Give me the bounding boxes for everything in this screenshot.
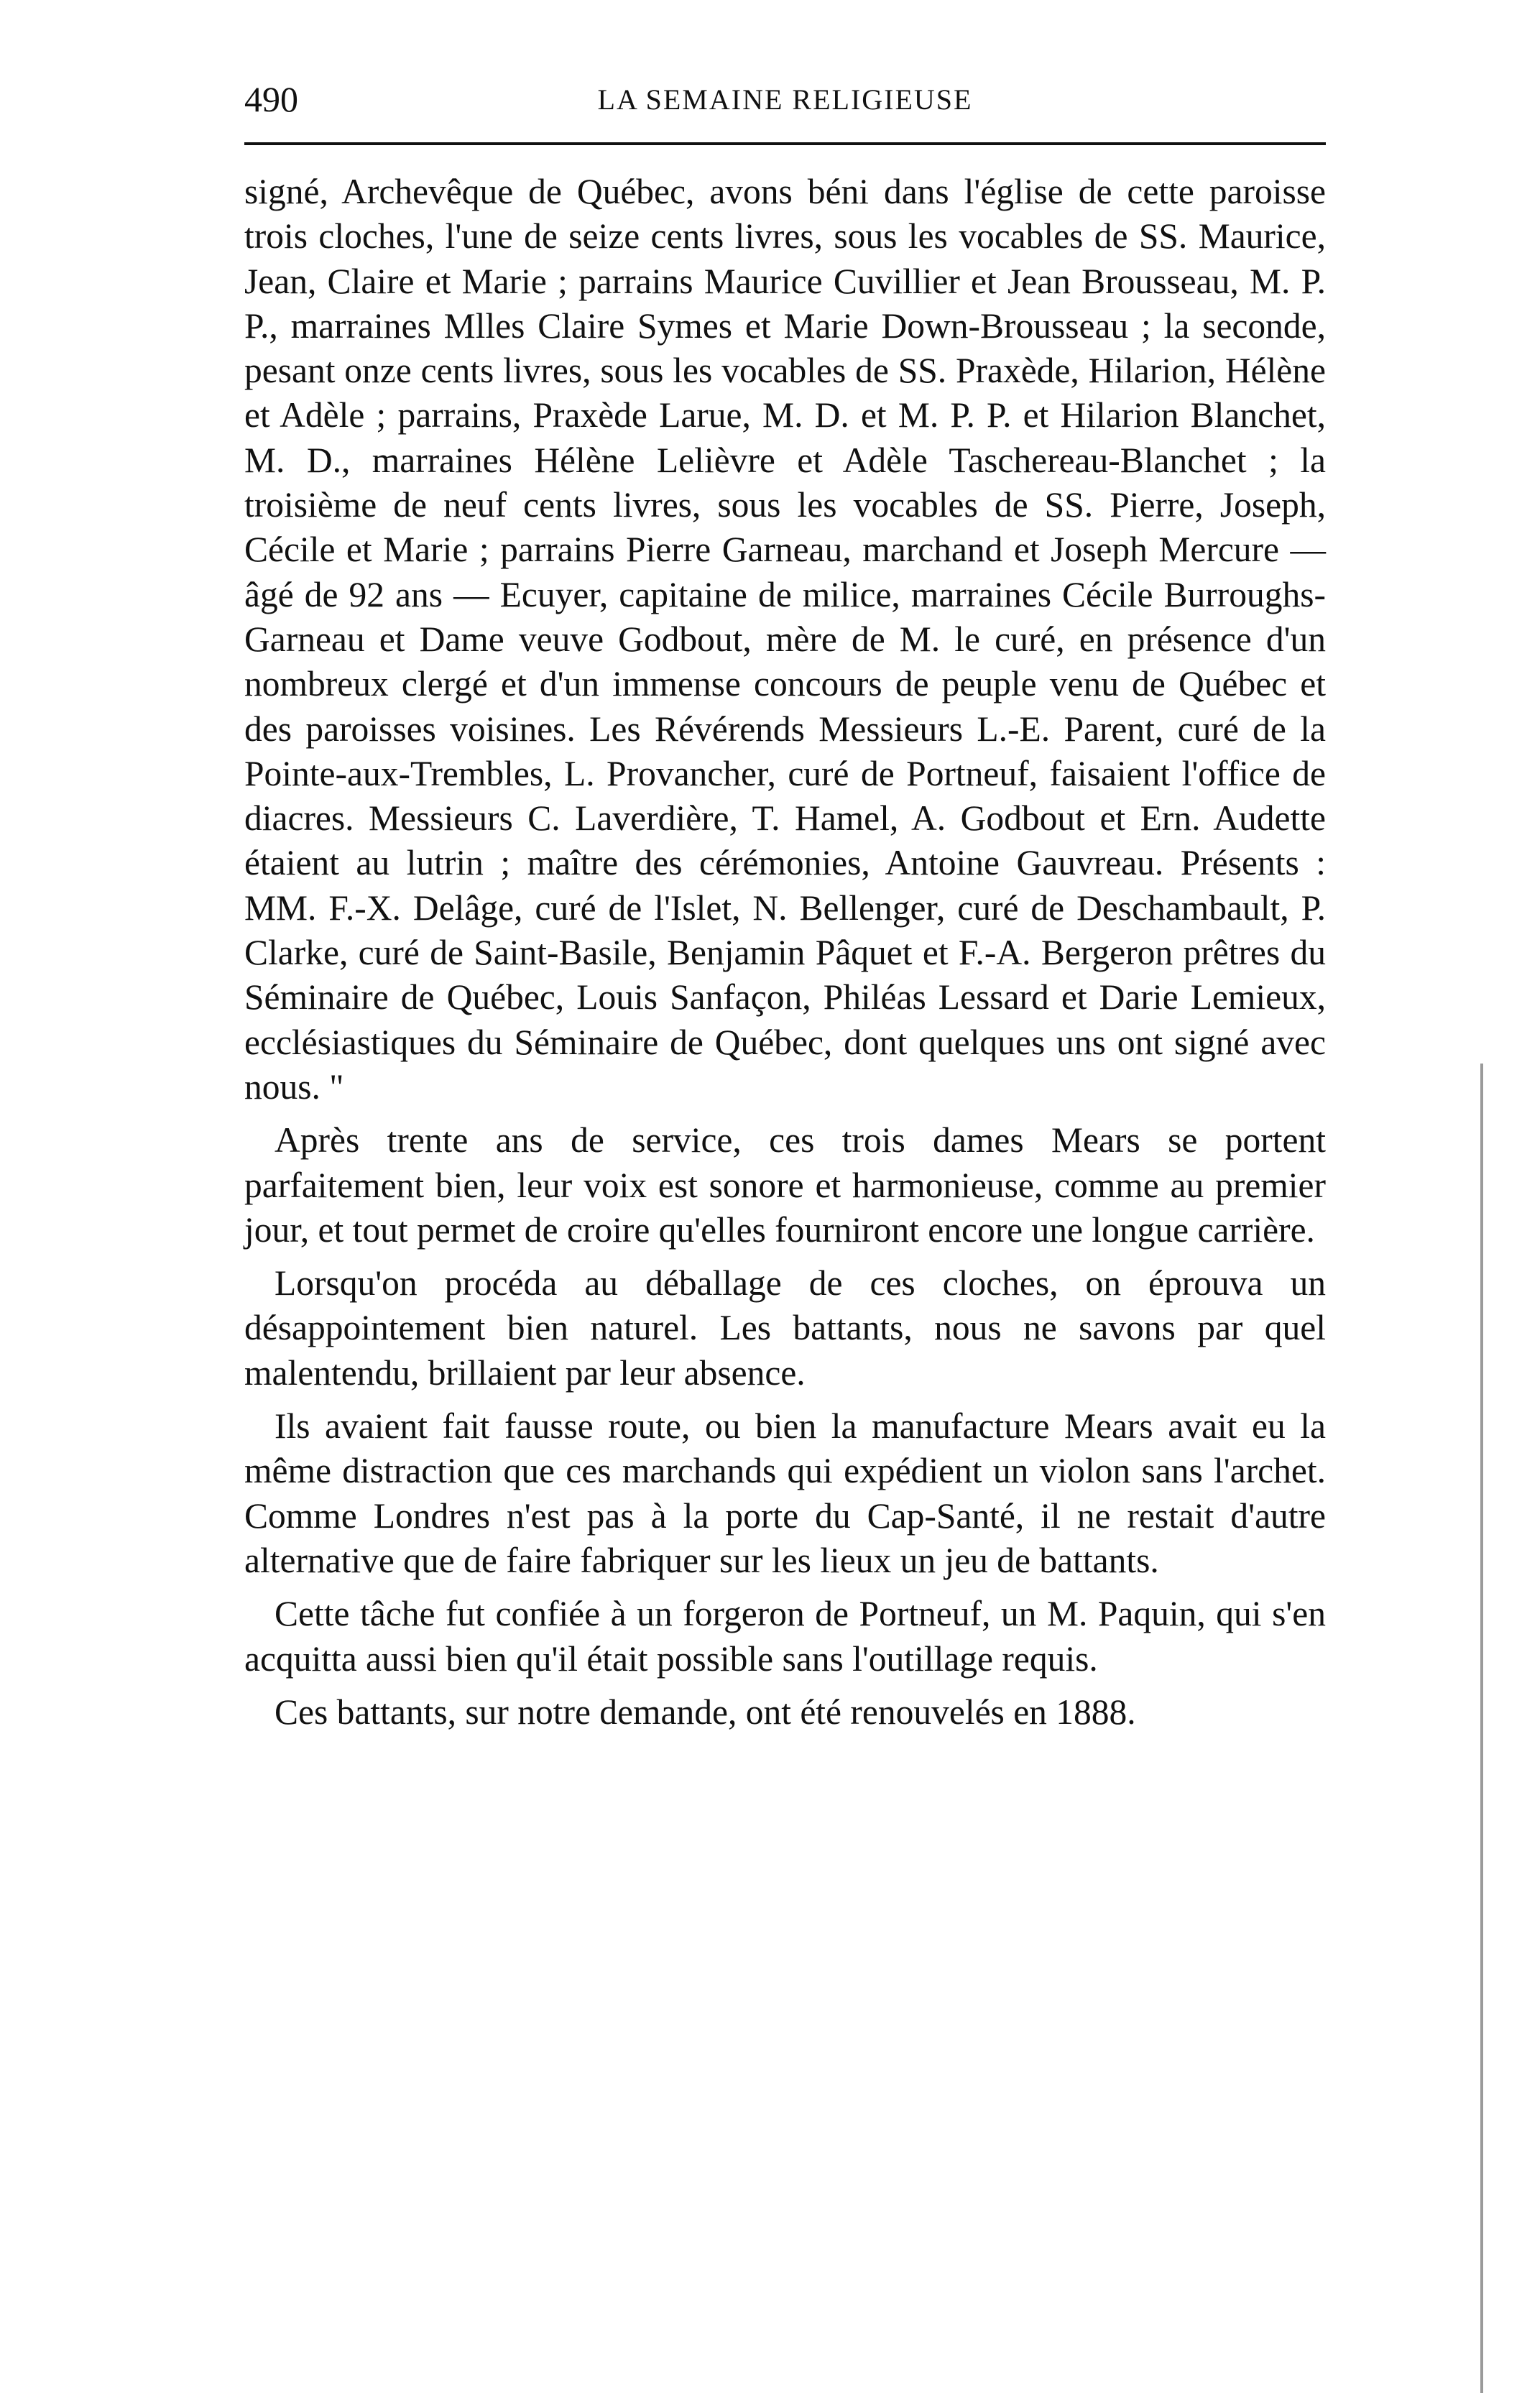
running-title: LA SEMAINE RELIGIEUSE <box>597 83 973 116</box>
running-head <box>244 78 1326 128</box>
paragraph-missing-clappers: Ils avaient fait fausse route, ou bien la manufacture Mears avait eu la même distraction que ces marchands qui expédient un violon sans l'archet. Comme Londres n'est pas à la porte du Cap-Santé, il ne restait d'autre alternative que de faire fabriquer sur les lieux un jeu de battants. <box>244 1406 1326 1580</box>
paragraph-bells-condition: Après trente ans de service, ces trois dames Mears se portent parfaitement bien, leur voix est sonore et harmonieuse, comme au premier jour, et tout permet de croire qu'elles fourniront encore une longue carrière. <box>244 1120 1326 1250</box>
paragraph-continued-deed: signé, Archevêque de Québec, avons béni dans l'église de cette paroisse trois cloches, l'une de seize cents livres, sous les vocables de SS. Maurice, Jean, Claire et Marie ; parrains Maurice Cuvillier et Jean Brousseau, M. P. P., marraines Mlles Claire Symes et Marie Down-Brousseau ; la seconde, pesant onze cents livres, sous les vocables de SS. Praxède, Hilarion, Hélène et Adèle ; parrains, Praxède Larue, M. D. et M. P. P. et Hilarion Blanchet, M. D., marraines Hélène Lelièvre et Adèle Taschereau-Blanchet ; la troisième de neuf cents livres, sous les vocables de SS. Pierre, Joseph, Cécile et Marie ; parrains Pierre Garneau, marchand et Joseph Mercure — âgé de 92 ans — Ecuyer, capitaine de milice, marraines Cécile Burroughs-Garneau et Dame veuve Godbout, mère de M. le curé, en présence d'un nombreux clergé et d'un immense concours de peuple venu de Québec et des paroisses voisines. Les Révérends Messieurs L.-E. Parent, curé de la Pointe-aux-Trembles, L. Provancher, curé de Portneuf, faisaient l'office de diacres. Messieurs C. Laverdière, T. Hamel, A. Godbout et Ern. Audette étaient au lutrin ; maître des cérémonies, Antoine Gauvreau. Présents : MM. F.-X. Delâge, curé de l'Islet, N. Bellenger, curé de Deschambault, P. Clarke, curé de Saint-Basile, Benjamin Pâquet et F.-A. Bergeron prêtres du Séminaire de Québec, Louis Sanfaçon, Philéas Lessard et Darie Lemieux, ecclésiastiques du Séminaire de Québec, dont quelques uns ont signé avec nous. " <box>244 172 1326 1107</box>
paragraph-unpacking: Lorsqu'on procéda au déballage de ces cloches, on éprouva un désappointement bien naturel. Les battants, nous ne savons par quel malentendu, brillaient par leur absence. <box>244 1263 1326 1393</box>
paragraph-renewal: Ces battants, sur notre demande, ont été renouvelés en 1888. <box>275 1692 1136 1732</box>
header-rule <box>244 142 1326 145</box>
scan-edge-mark <box>1480 1064 1483 2393</box>
page-number: 490 <box>244 79 298 119</box>
paragraph-blacksmith: Cette tâche fut confiée à un forgeron de Portneuf, un M. Paquin, qui s'en acquitta aussi bien qu'il était possible sans l'outillage requis. <box>244 1594 1326 1679</box>
body-text <box>244 170 1326 1735</box>
